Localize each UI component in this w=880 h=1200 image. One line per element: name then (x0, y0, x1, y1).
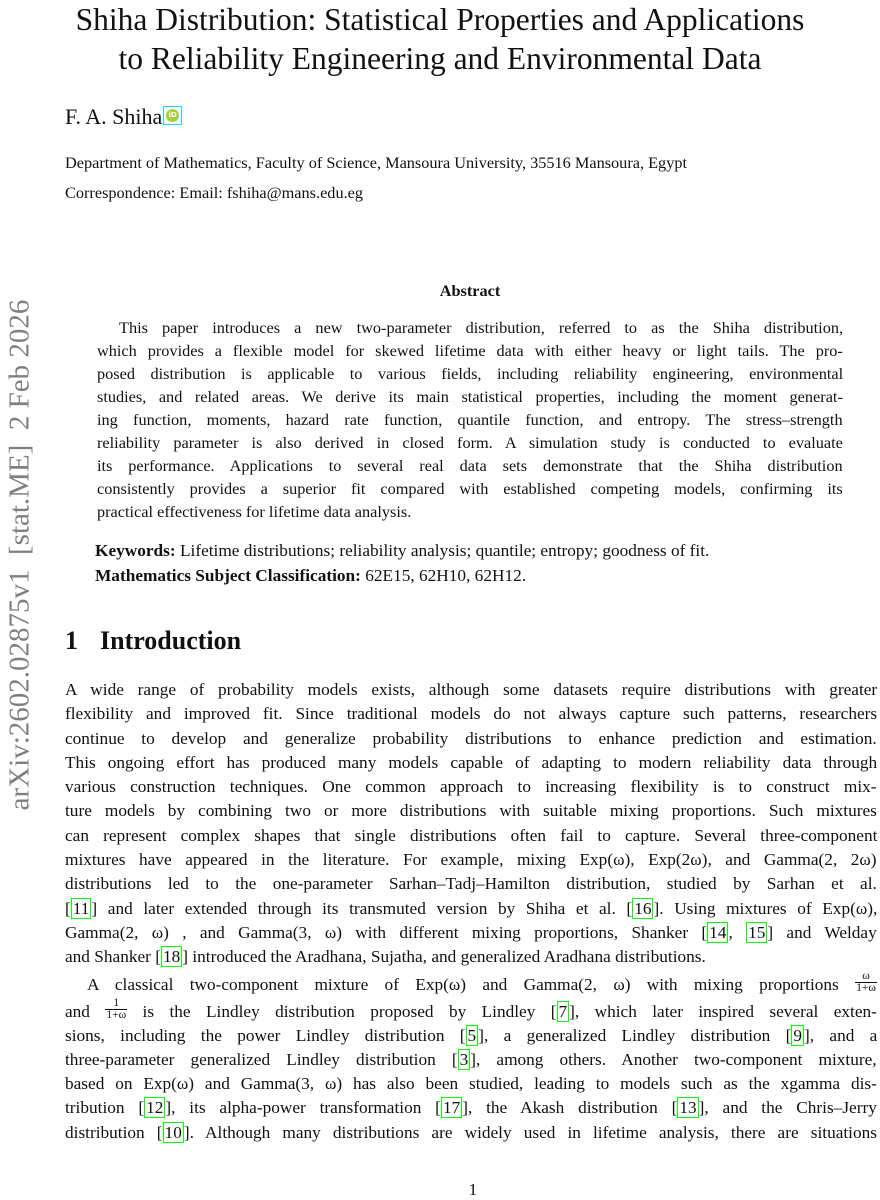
body-text: , (728, 922, 747, 942)
body-text: ] and Welday (767, 922, 877, 942)
abstract-line: practical effectiveness for lifetime data analysis. (97, 502, 412, 521)
citation-link[interactable]: 12 (146, 1098, 164, 1118)
paper-title (0, 0, 880, 78)
citation-link[interactable]: 9 (793, 1025, 803, 1045)
title-line-1: Shiha Distribution: Statistical Properties and Applications (75, 2, 805, 37)
body-text: ] and later extended through its transmuted version by Shiha et al. [ (91, 898, 633, 918)
author (65, 104, 182, 130)
body-line (65, 775, 877, 799)
body-line (65, 945, 706, 969)
section-title: Introduction (100, 626, 242, 655)
body-text: ], among others. Another two-component mixture, (470, 1049, 877, 1069)
body-text: ], the Akash distribution [ (462, 1098, 678, 1118)
body-text: and (65, 1001, 106, 1021)
citation-link[interactable]: 11 (72, 898, 90, 918)
body-text: This ongoing effort has produced many models capable of adapting to modern reliability data through (65, 752, 878, 772)
msc-value: 62E15, 62H10, 62H12. (365, 566, 527, 585)
body-text: Gamma(2, ω) , and Gamma(3, ω) with different mixing proportions, Shanker [ (65, 922, 708, 942)
body-text: ture models by combining two or more distributions with suitable mixing proportions. Such mixtures (65, 801, 877, 821)
title-line-2: to Reliability Engineering and Environmental Data (118, 41, 762, 76)
abstract-body (97, 316, 843, 523)
body-text: various construction techniques. One common approach to increasing flexibility is to construct mix- (65, 777, 877, 797)
body-line (65, 970, 877, 997)
msc-label: Mathematics Subject Classification: (95, 566, 361, 585)
section-heading (65, 626, 241, 656)
body-line (65, 921, 877, 945)
fraction: $\frac{1}{1+\omega}$ (106, 997, 127, 1022)
keywords-label: Keywords: (95, 541, 176, 560)
citation-link[interactable]: 18 (162, 947, 181, 967)
citation-link[interactable]: 13 (679, 1098, 697, 1118)
abstract-line: reliability parameter is also derived in closed form. A simulation study is conducted to evaluate (97, 433, 843, 452)
keywords (95, 541, 709, 561)
body-text: ]. Using mixtures of Exp(ω), (653, 898, 878, 918)
body-text: is the Lindley distribution proposed by Lindley [ (127, 1001, 557, 1021)
body-line (65, 897, 877, 921)
body-text: three-parameter generalized Lindley distribution [ (65, 1049, 458, 1069)
orcid-icon[interactable]: iD (163, 106, 182, 125)
section-number: 1 (65, 626, 78, 655)
body-line (65, 1024, 877, 1048)
abstract-line: ing function, moments, hazard rate function, quantile function, and entropy. The stress–strength (97, 410, 843, 429)
body-line (65, 1072, 877, 1096)
citation-link[interactable]: 7 (558, 1001, 568, 1021)
body-text: tribution [ (65, 1098, 145, 1118)
keywords-value: Lifetime distributions; reliability analysis; quantile; entropy; goodness of fit. (179, 541, 710, 560)
author-name: F. A. Shiha (65, 104, 163, 129)
body-line (65, 799, 877, 823)
abstract-line: consistently provides a superior fit compared with established competing models, confirming its (97, 479, 843, 498)
citation-link[interactable]: 17 (442, 1098, 461, 1118)
body-text: ], and the Chris–Jerry (698, 1098, 877, 1118)
body-line (65, 997, 877, 1024)
body-text: ], and a (804, 1025, 878, 1045)
body-text: mixtures have appeared in the literature. For example, mixing Exp(ω), Exp(2ω), and Gamma(2, 2ω) (65, 850, 877, 870)
body-text: ], a generalized Lindley distribution [ (478, 1025, 792, 1045)
citation-link[interactable]: 5 (467, 1025, 477, 1045)
body-text: sions, including the power Lindley distribution [ (65, 1025, 466, 1045)
body-text: A classical two-component mixture of Exp(ω) and Gamma(2, ω) with mixing proportions (87, 974, 856, 994)
body-text: flexibility and improved fit. Since traditional models do not always capture such patterns, researchers (65, 704, 878, 724)
abstract-line: studies, and related areas. We derive its main statistical properties, including the moment generat- (97, 387, 843, 406)
body-text: ], which later inspired several exten- (569, 1001, 877, 1021)
body-text: based on Exp(ω) and Gamma(3, ω) has also been studied, leading to models such as the xgamma dis- (65, 1074, 877, 1094)
abstract-line: its performance. Applications to several real data sets demonstrate that the Shiha distribution (97, 456, 843, 475)
abstract-line: which provides a flexible model for skewed lifetime data with either heavy or light tails. The pro- (97, 341, 843, 360)
body-text: ], its alpha-power transformation [ (165, 1098, 441, 1118)
body-line (65, 1096, 877, 1120)
body-line (65, 702, 877, 726)
body-line (65, 1048, 877, 1072)
correspondence: Correspondence: Email: fshiha@mans.edu.eg (65, 183, 364, 202)
body-line (65, 1121, 877, 1145)
body-text: distribution [ (65, 1122, 163, 1142)
msc-classification (95, 566, 526, 586)
body-line (65, 872, 877, 896)
body-line (65, 678, 877, 702)
citation-link[interactable]: 10 (164, 1122, 182, 1142)
body-line (65, 848, 877, 872)
introduction-body (65, 678, 877, 1145)
abstract-heading: Abstract (439, 281, 501, 300)
body-line (65, 727, 877, 751)
fraction: $\frac{\omega}{1+\omega}$ (856, 970, 876, 995)
body-text: ]. Although many distributions are widely used in lifetime analysis, there are situations (183, 1122, 877, 1142)
citation-link[interactable]: 16 (634, 898, 652, 918)
body-text: distributions led to the one-parameter Sarhan–Tadj–Hamilton distribution, studied by Sarhan et al. (65, 874, 877, 894)
body-text: A wide range of probability models exists, although some datasets require distributions with greater (65, 680, 878, 699)
body-text: [ (65, 898, 71, 918)
body-text: and Shanker [ (65, 947, 161, 967)
abstract-line: This paper introduces a new two-parameter distribution, referred to as the Shiha distribution, (119, 318, 844, 337)
citation-link[interactable]: 15 (748, 922, 766, 942)
citation-link[interactable]: 3 (459, 1049, 469, 1069)
affiliation: Department of Mathematics, Faculty of Science, Mansoura University, 35516 Mansoura, Egypt (65, 153, 688, 172)
body-line (65, 824, 877, 848)
body-line (65, 751, 877, 775)
abstract-line: posed distribution is applicable to various fields, including reliability engineering, environmental (97, 364, 844, 383)
page-number: 1 (468, 1180, 478, 1199)
body-text: continue to develop and generalize probability distributions to enhance prediction and estimation. (65, 728, 877, 748)
arxiv-identifier-sidebar: arXiv:2602.02875v1 [stat.ME] 2 Feb 2026 (3, 299, 36, 811)
citation-link[interactable]: 14 (709, 922, 727, 942)
body-text: can represent complex shapes that single distributions often fail to capture. Several three-component (65, 825, 878, 845)
body-text: ] introduced the Aradhana, Sujatha, and generalized Aradhana distributions. (182, 947, 706, 967)
